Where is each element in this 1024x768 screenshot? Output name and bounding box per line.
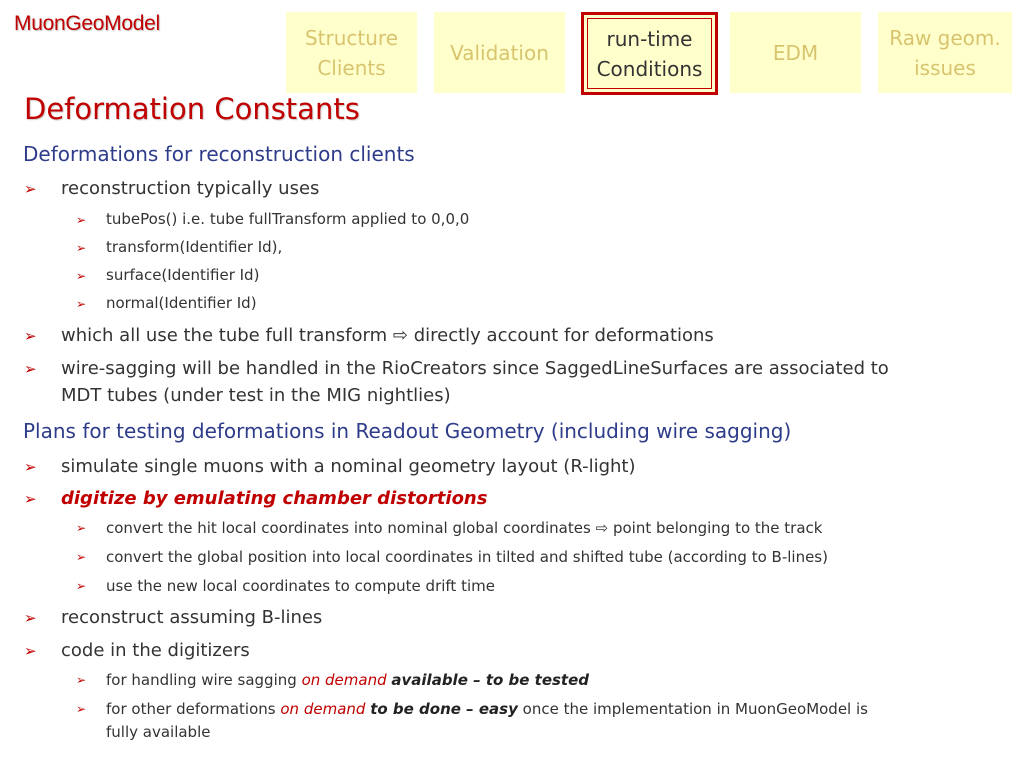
list-item: reconstruct assuming B-lines (61, 607, 323, 628)
nav-label: run-time (606, 26, 693, 51)
nav-label: issues (914, 55, 976, 80)
right-arrow-icon: ⇨ (392, 325, 408, 346)
page-title: Deformation Constants (24, 92, 360, 126)
list-item (61, 355, 991, 409)
sub-list-item: surface(Identifier Id) (106, 266, 260, 284)
right-arrow-icon: ⇨ (595, 519, 609, 537)
nav-label: Conditions (596, 56, 703, 81)
text: which all use the tube full transform (61, 325, 388, 346)
sub-list-item: convert the global position into local coordinates in tilted and shifted tube (according to B-lines) (106, 548, 828, 566)
bullet-arrow-icon: ➢ (24, 327, 37, 345)
bullet-arrow-icon: ➢ (24, 642, 37, 660)
sub-list-item: transform(Identifier Id), (106, 238, 283, 256)
list-item-emphasis: digitize by emulating chamber distortions (61, 488, 488, 509)
nav-label: Validation (450, 40, 549, 65)
bullet-arrow-icon: ➢ (24, 490, 37, 508)
bullet-arrow-icon: ➢ (24, 180, 37, 198)
nav-label: Structure (304, 25, 399, 50)
brand-title: MuonGeoModel (14, 12, 160, 35)
sub-list-item (106, 517, 1001, 540)
list-item: reconstruction typically uses (61, 178, 320, 199)
text: for handling wire sagging (106, 671, 297, 689)
bullet-arrow-icon: ➢ (76, 702, 87, 716)
section-heading: Deformations for reconstruction clients (23, 142, 415, 166)
sub-list-item (106, 698, 1001, 744)
bullet-arrow-icon: ➢ (76, 579, 87, 593)
bullet-arrow-icon: ➢ (76, 213, 87, 227)
section-heading: Plans for testing deformations in Readout Geometry (including wire sagging) (23, 419, 792, 443)
sub-list-item (106, 669, 1001, 692)
text-emphasis: on demand (301, 671, 387, 689)
text: fully available (106, 723, 211, 741)
sub-list-item: use the new local coordinates to compute drift time (106, 577, 495, 595)
text-strong: available – to be tested (391, 671, 589, 689)
text: convert the hit local coordinates into nominal global coordinates (106, 519, 591, 537)
list-item: code in the digitizers (61, 640, 250, 661)
text: for other deformations (106, 700, 276, 718)
text-strong: to be done – easy (370, 700, 518, 718)
bullet-arrow-icon: ➢ (76, 241, 87, 255)
text: wire-sagging will be handled in the RioCreators since SaggedLineSurfaces are associated to (61, 358, 889, 379)
list-item: simulate single muons with a nominal geometry layout (R-light) (61, 456, 636, 477)
list-item (61, 322, 991, 349)
bullet-arrow-icon: ➢ (76, 673, 87, 687)
nav-validation[interactable] (434, 12, 565, 93)
nav-label: Raw geom. (889, 25, 1001, 50)
text: directly account for deformations (413, 325, 714, 346)
nav-structure-clients[interactable] (286, 12, 417, 93)
bullet-arrow-icon: ➢ (24, 609, 37, 627)
bullet-arrow-icon: ➢ (76, 521, 87, 535)
bullet-arrow-icon: ➢ (76, 297, 87, 311)
text: MDT tubes (under test in the MIG nightlies) (61, 385, 451, 406)
text: point belonging to the track (612, 519, 823, 537)
bullet-arrow-icon: ➢ (76, 550, 87, 564)
nav-label: EDM (772, 40, 819, 65)
sub-list-item: tubePos() i.e. tube fullTransform applied to 0,0,0 (106, 210, 470, 228)
sub-list-item: normal(Identifier Id) (106, 294, 257, 312)
nav-edm[interactable] (730, 12, 861, 93)
text: once the implementation in MuonGeoModel is (522, 700, 868, 718)
nav-label: Clients (317, 55, 386, 80)
text-emphasis: on demand (280, 700, 366, 718)
bullet-arrow-icon: ➢ (24, 458, 37, 476)
bullet-arrow-icon: ➢ (76, 269, 87, 283)
bullet-arrow-icon: ➢ (24, 360, 37, 378)
nav-runtime-conditions[interactable] (581, 12, 718, 95)
nav-raw-geom-issues[interactable] (878, 12, 1012, 93)
